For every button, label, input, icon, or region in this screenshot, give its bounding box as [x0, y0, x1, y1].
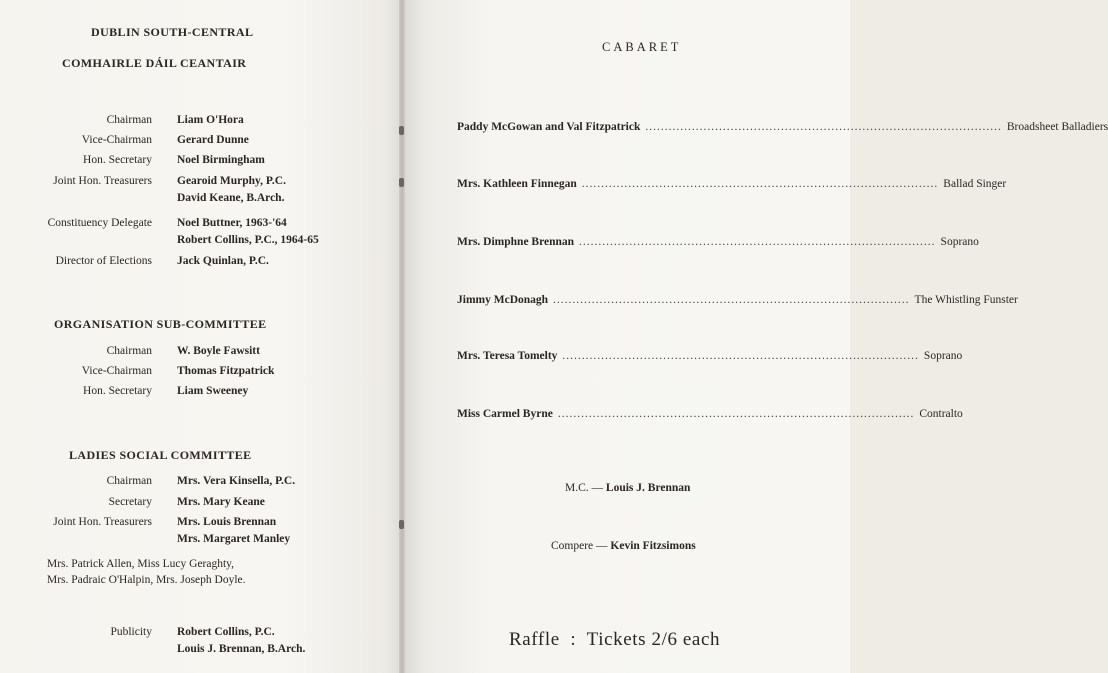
members-line: Mrs. Padraic O'Halpin, Mrs. Joseph Doyle.	[47, 574, 246, 586]
members-line: Mrs. Patrick Allen, Miss Lucy Geraghty,	[47, 558, 235, 570]
leader-dots: ............................................................................................	[645, 121, 1002, 133]
left-page	[0, 0, 402, 673]
act-performer: Paddy McGowan and Val Fitzpatrick	[457, 121, 641, 133]
officer-role: Vice-Chairman	[81, 134, 152, 146]
officer-role: Hon. Secretary	[83, 154, 152, 166]
officer-name: Liam O'Hora	[177, 114, 244, 126]
officer-name: Jack Quinlan, P.C.	[177, 255, 269, 267]
staple	[399, 520, 404, 529]
officer-role: Chairman	[106, 114, 152, 126]
council-title: COMHAIRLE DÁIL CEANTAIR	[62, 56, 247, 70]
leader-dots: ............................................................................................	[553, 294, 910, 306]
act-row	[457, 178, 1007, 190]
act-role: Broadsheet Balladiers	[1006, 121, 1108, 133]
officer-role: Director of Elections	[55, 255, 152, 267]
mc-name: Louis J. Brennan	[605, 482, 691, 494]
act-row	[457, 121, 1108, 133]
compere-label: Compere —	[551, 540, 608, 552]
leader-dots: ............................................................................................	[581, 178, 939, 190]
mc-label: M.C. —	[565, 482, 604, 494]
leader-dots: ............................................................................................	[562, 350, 919, 362]
officer-name: Noel Buttner, 1963-'64	[177, 217, 287, 229]
act-role: Ballad Singer	[943, 178, 1007, 190]
act-row	[457, 236, 979, 248]
organisation-heading: ORGANISATION SUB-COMMITTEE	[54, 317, 267, 331]
publicity-name: Louis J. Brennan, B.Arch.	[177, 643, 306, 655]
act-role: Contralto	[919, 408, 963, 420]
officer-name: Noel Birmingham	[177, 154, 265, 166]
staple	[399, 178, 404, 187]
ladies-role: Joint Hon. Treasurers	[53, 516, 152, 528]
act-role: Soprano	[923, 350, 963, 362]
officer-role: Joint Hon. Treasurers	[53, 175, 152, 187]
act-performer: Mrs. Teresa Tomelty	[457, 350, 558, 362]
org-name: Liam Sweeney	[177, 385, 249, 397]
org-name: W. Boyle Fawsitt	[177, 345, 260, 357]
officer-name: Gerard Dunne	[177, 134, 249, 146]
org-role: Chairman	[106, 345, 152, 357]
right-page	[402, 0, 850, 673]
publicity-name: Robert Collins, P.C.	[177, 626, 275, 638]
officer-role: Constituency Delegate	[47, 217, 152, 229]
act-performer: Mrs. Dimphne Brennan	[457, 236, 575, 248]
officer-name: David Keane, B.Arch.	[177, 192, 285, 204]
publicity-role: Publicity	[110, 626, 152, 638]
act-performer: Mrs. Kathleen Finnegan	[457, 178, 577, 190]
ladies-heading: LADIES SOCIAL COMMITTEE	[69, 448, 252, 462]
act-row	[457, 408, 963, 420]
officer-name: Robert Collins, P.C., 1964-65	[177, 234, 319, 246]
act-performer: Miss Carmel Byrne	[457, 408, 553, 420]
booklet-spine	[399, 0, 405, 673]
raffle-line: Raffle : Tickets 2/6 each	[509, 629, 721, 650]
org-name: Thomas Fitzpatrick	[177, 365, 275, 377]
leader-dots: ............................................................................................	[579, 236, 936, 248]
act-role: Soprano	[940, 236, 979, 248]
ladies-role: Secretary	[108, 496, 152, 508]
act-row	[457, 294, 1018, 306]
act-row	[457, 350, 963, 362]
org-role: Hon. Secretary	[83, 385, 152, 397]
act-role: The Whistling Funster	[914, 294, 1018, 306]
act-performer: Jimmy McDonagh	[457, 294, 549, 306]
ladies-role: Chairman	[106, 475, 152, 487]
leader-dots: ............................................................................................	[557, 408, 915, 420]
ladies-name: Mrs. Margaret Manley	[177, 533, 291, 545]
org-role: Vice-Chairman	[81, 365, 152, 377]
ladies-name: Mrs. Vera Kinsella, P.C.	[177, 475, 296, 487]
mc-line	[565, 482, 690, 494]
cabaret-heading: CABARET	[602, 40, 682, 54]
constituency-title: DUBLIN SOUTH-CENTRAL	[91, 25, 254, 39]
compere-line	[551, 540, 696, 552]
compere-name: Kevin Fitzsimons	[610, 540, 696, 552]
ladies-name: Mrs. Louis Brennan	[177, 516, 277, 528]
officer-name: Gearoid Murphy, P.C.	[177, 175, 286, 187]
staple	[399, 126, 404, 135]
ladies-name: Mrs. Mary Keane	[177, 496, 265, 508]
